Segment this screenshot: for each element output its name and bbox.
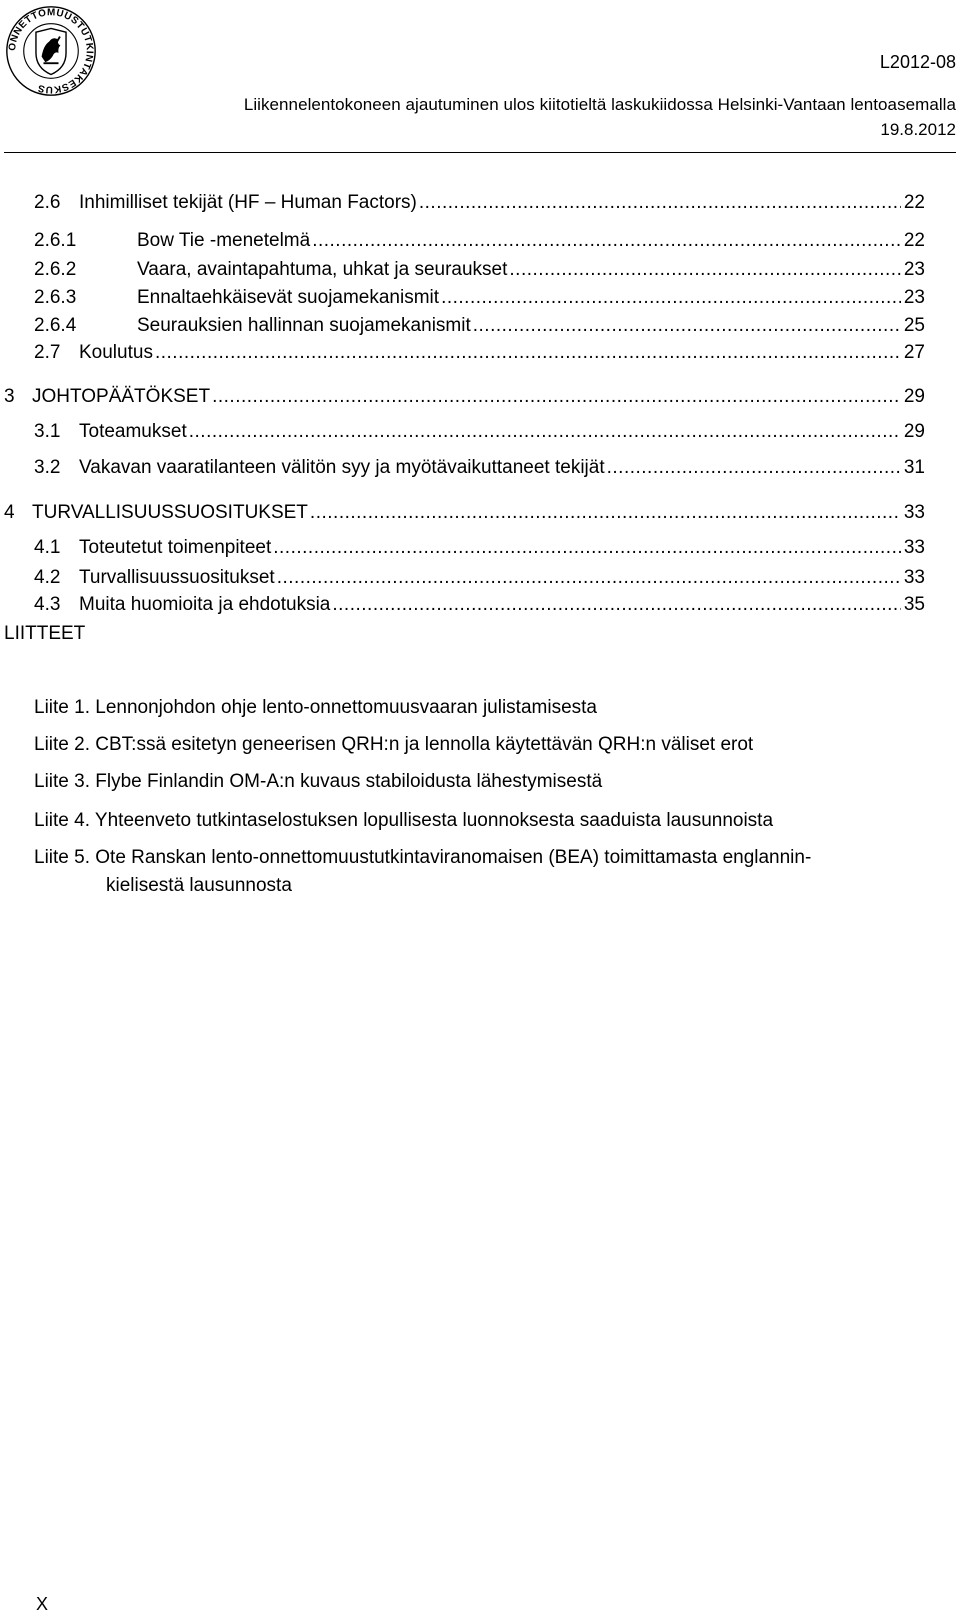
- toc-entry-number: 2.6.3: [34, 287, 77, 308]
- toc-entry-number: 2.6.1: [34, 230, 77, 251]
- toc-entry-title: Muita huomioita ja ehdotuksia: [79, 594, 331, 615]
- toc-entry-title: JOHTOPÄÄTÖKSET: [32, 386, 211, 407]
- toc-entry-page: 27: [903, 342, 925, 363]
- header-divider: [4, 152, 956, 153]
- toc-leader-dots: [330, 593, 901, 617]
- toc-leader-dots: [507, 258, 901, 282]
- toc-entry[interactable]: [34, 420, 925, 444]
- toc-entry-number: 4.1: [34, 537, 61, 558]
- toc-entry-title: Seurauksien hallinnan suojamekanismit: [137, 315, 471, 336]
- toc-entry[interactable]: [4, 385, 925, 409]
- toc-entry[interactable]: [34, 456, 925, 480]
- toc-entry-title: Bow Tie -menetelmä: [137, 230, 311, 251]
- toc-entry-page: 33: [903, 537, 925, 558]
- toc-leader-dots: [417, 191, 901, 215]
- toc-entry-title: Koulutus: [79, 342, 153, 363]
- toc-entry-page: 31: [903, 457, 925, 478]
- appendix-text: Yhteenveto tutkintaselostuksen lopullisesta luonnoksesta saaduista lausunnoista: [94, 810, 774, 831]
- toc-leader-dots: [187, 420, 901, 444]
- toc-entry-number: 2.6.4: [34, 315, 77, 336]
- toc-entry-title: Turvallisuussuositukset: [79, 567, 275, 588]
- appendix-text: CBT:ssä esitetyn geneerisen QRH:n ja lennolla käytettävän QRH:n väliset erot: [95, 734, 754, 755]
- toc-entry[interactable]: [34, 566, 925, 590]
- appendix-label: Liite 5.: [34, 847, 90, 868]
- toc-entry-title: Inhimilliset tekijät (HF – Human Factors): [79, 192, 417, 213]
- appendices-heading: LIITTEET: [4, 623, 86, 644]
- toc-leader-dots: [439, 286, 901, 310]
- toc-entry[interactable]: [34, 314, 925, 338]
- toc-entry[interactable]: [34, 229, 925, 253]
- toc-entry-page: 29: [903, 386, 925, 407]
- toc-entry-title: Toteutetut toimenpiteet: [79, 537, 272, 558]
- toc-entry-page: 23: [903, 259, 925, 280]
- toc-leader-dots: [471, 314, 901, 338]
- appendix-text: Ote Ranskan lento-onnettomuustutkintaviranomaisen (BEA) toimittamasta englannin-: [95, 847, 812, 868]
- toc-entry[interactable]: [34, 341, 925, 365]
- toc-entry-page: 35: [903, 594, 925, 615]
- toc-leader-dots: [153, 341, 901, 365]
- toc-entry-title: Ennaltaehkäisevät suojamekanismit: [137, 287, 440, 308]
- toc-entry-page: 22: [903, 230, 925, 251]
- toc-entry-page: 22: [903, 192, 925, 213]
- toc-leader-dots: [275, 566, 901, 590]
- toc-entry[interactable]: [34, 286, 925, 310]
- toc-entry-title: TURVALLISUUSSUOSITUKSET: [32, 502, 308, 523]
- toc-entry[interactable]: [34, 191, 925, 215]
- toc-leader-dots: [210, 385, 901, 409]
- toc-entry-title: Vaara, avaintapahtuma, uhkat ja seuraukset: [137, 259, 508, 280]
- toc-entry[interactable]: [34, 593, 925, 617]
- toc-entry-number: 4.2: [34, 567, 61, 588]
- toc-entry-number: 3.2: [34, 457, 61, 478]
- appendix-label: Liite 1.: [34, 697, 90, 718]
- appendix-item[interactable]: [34, 844, 811, 900]
- appendix-text: Flybe Finlandin OM-A:n kuvaus stabiloidusta lähestymisestä: [95, 771, 603, 792]
- toc-entry-number: 3: [4, 386, 15, 407]
- appendix-label: Liite 3.: [34, 771, 90, 792]
- appendix-label: Liite 2.: [34, 734, 90, 755]
- toc-leader-dots: [308, 501, 901, 525]
- appendix-text-continuation: kielisestä lausunnosta: [106, 875, 292, 896]
- toc-leader-dots: [271, 536, 901, 560]
- toc-entry-page: 33: [903, 567, 925, 588]
- toc-entry-title: Toteamukset: [79, 421, 187, 442]
- toc-leader-dots: [605, 456, 901, 480]
- toc-entry-number: 2.6.2: [34, 259, 77, 280]
- agency-seal-logo: [4, 4, 98, 98]
- toc-entry[interactable]: [34, 258, 925, 282]
- lion-crest-icon: [36, 28, 66, 74]
- appendix-text: Lennonjohdon ohje lento-onnettomuusvaaran julistamisesta: [95, 697, 597, 718]
- toc-entry-number: 2.7: [34, 342, 61, 363]
- document-id: L2012-08: [879, 52, 956, 72]
- toc-entry-number: 4.3: [34, 594, 61, 615]
- toc-entry-number: 2.6: [34, 192, 61, 213]
- seal-text: ONNETTOMUUSTUTKINTAKESKUS: [7, 7, 95, 95]
- appendix-item[interactable]: [34, 731, 753, 759]
- toc-leader-dots: [310, 229, 901, 253]
- toc-entry-title: Vakavan vaaratilanteen välitön syy ja myötävaikuttaneet tekijät: [79, 457, 605, 478]
- appendix-label: Liite 4.: [34, 810, 90, 831]
- report-title: Liikennelentokoneen ajautuminen ulos kiitotieltä laskukiidossa Helsinki-Vantaan lentoasemalla: [243, 95, 956, 114]
- footer-mark: X: [36, 1594, 49, 1614]
- toc-entry-number: 4: [4, 502, 15, 523]
- toc-entry[interactable]: [4, 501, 925, 525]
- report-date: 19.8.2012: [880, 120, 956, 139]
- appendix-item[interactable]: [34, 768, 602, 796]
- toc-entry-page: 29: [903, 421, 925, 442]
- appendix-item[interactable]: [34, 694, 597, 722]
- toc-entry-page: 25: [903, 315, 925, 336]
- toc-entry[interactable]: [34, 536, 925, 560]
- toc-entry-number: 3.1: [34, 421, 61, 442]
- toc-entry-page: 23: [903, 287, 925, 308]
- appendix-item[interactable]: [34, 807, 773, 835]
- toc-entry-page: 33: [903, 502, 925, 523]
